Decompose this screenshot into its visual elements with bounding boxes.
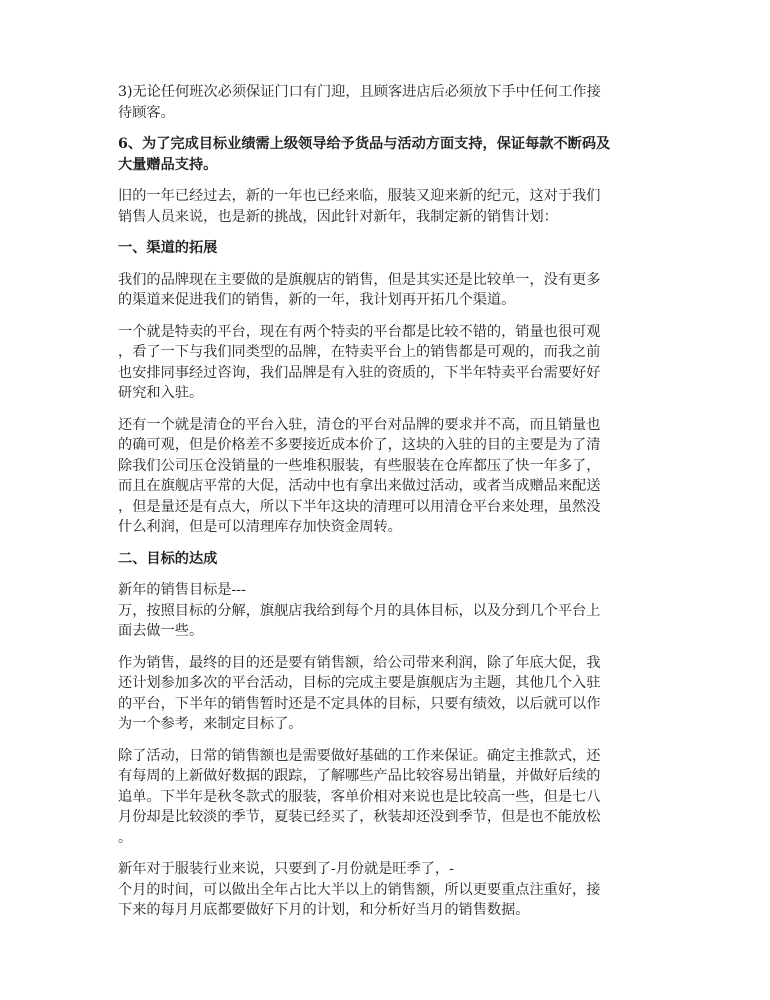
text-line: 的渠道来促进我们的销售，新的一年，我计划再开拓几个渠道。 [118,292,516,308]
text-line: 的平台，下半年的销售暂时还是不定具体的目标，只要有绩效，以后就可以作 [118,695,601,712]
text-line: 一个就是特卖的平台，现在有两个特卖的平台都是比较不错的，销量也很可观 [118,323,601,340]
heading-text: 二、目标的达成 [118,550,218,567]
text-line: 新年对于服装行业来说，只要到了-月份就是旺季了，- [118,861,454,877]
text-line: ，但是量还是有点大，所以下半年这块的清理可以用清仓平台来处理，虽然没 [118,498,601,515]
text-line: 还计划参加多次的平台活动，目标的完成主要是旗舰店为主题，其他几个入驻 [118,675,601,691]
text-line: ，看了一下与我们同类型的品牌，在特卖平台上的销售都是可观的，而我之前 [118,344,601,360]
paragraph-p5 [118,322,658,404]
text-line: 研究和入驻。 [118,385,204,401]
paragraph-p2-bold [118,134,658,175]
text-line: 待顾客。 [118,104,175,121]
text-line: 下来的每月月底都要做好下月的计划，和分析好当月的销售数据。 [118,902,530,918]
paragraph-p7 [118,580,658,642]
text-line: 万，按照目标的分解，旗舰店我给到每个月的具体目标，以及分到几个平台上 [118,602,601,619]
text-line: 什么利润，但是可以清理库存加快资金周转。 [118,519,402,535]
text-line: 我们的品牌现在主要做的是旗舰店的销售，但是其实还是比较单一，没有更多 [118,271,601,288]
text-line: 追单。下半年是秋冬款式的服装，客单价相对来说也是比较高一些，但是七八 [118,788,601,805]
text-line: 个月的时间，可以做出全年占比大半以上的销售额，所以更要重点注重好，接 [118,881,601,898]
text-line: 作为销售，最终的目的还是要有销售额，给公司带来利润，除了年底大促，我 [118,654,601,671]
document-page [118,82,658,932]
text-line: 有每周的上新做好数据的跟踪，了解哪些产品比较容易出销量，并做好后续的 [118,768,601,784]
section-heading-channel-expansion [118,238,658,259]
paragraph-p3 [118,186,658,227]
text-line: 除了活动，日常的销售额也是需要做好基础的工作来保证。确定主推款式，还 [118,747,601,764]
text-line: 而且在旗舰店平常的大促，活动中也有拿出来做过活动，或者当成赠品来配送 [118,478,601,494]
paragraph-p9 [118,746,658,849]
paragraph-p4 [118,270,658,311]
text-line: 。 [118,829,133,846]
text-line: 大量赠品支持。 [118,156,218,173]
text-line: 也安排同事经过咨询，我们品牌是有入驻的资质的，下半年特卖平台需要好好 [118,364,601,381]
text-line: 的确可观，但是价格差不多要接近成本价了，这块的入驻的目的主要是为了清 [118,437,601,453]
section-heading-target-achievement [118,549,658,570]
text-line: 3)无论任何班次必须保证门口有门迎，且顾客进店后必须放下手中任何工作接 [118,84,601,100]
text-line: 月份却是比较淡的季节，夏装已经买了，秋装却还没到季节，但是也不能放松 [118,809,601,825]
paragraph-p8 [118,653,658,735]
paragraph-p1 [118,82,658,123]
text-line: 销售人员来说，也是新的挑战，因此针对新年，我制定新的销售计划： [118,208,558,225]
heading-text: 一、渠道的拓展 [118,240,218,256]
paragraph-p6 [118,415,658,538]
text-line: 还有一个就是清仓的平台入驻，清仓的平台对品牌的要求并不高，而且销量也 [118,416,601,433]
text-line: 除我们公司压仓没销量的一些堆积服装，有些服装在仓库都压了快一年多了， [118,457,601,474]
text-line: 旧的一年已经过去，新的一年也已经来临，服装又迎来新的纪元，这对于我们 [118,188,601,204]
text-line: 6、为了完成目标业绩需上级领导给予货品与活动方面支持，保证每款不断码及 [118,136,611,152]
text-line: 为一个参考，来制定目标了。 [118,716,303,732]
text-line: 新年的销售目标是--- [118,582,246,598]
paragraph-p10 [118,859,658,921]
text-line: 面去做一些。 [118,623,204,639]
